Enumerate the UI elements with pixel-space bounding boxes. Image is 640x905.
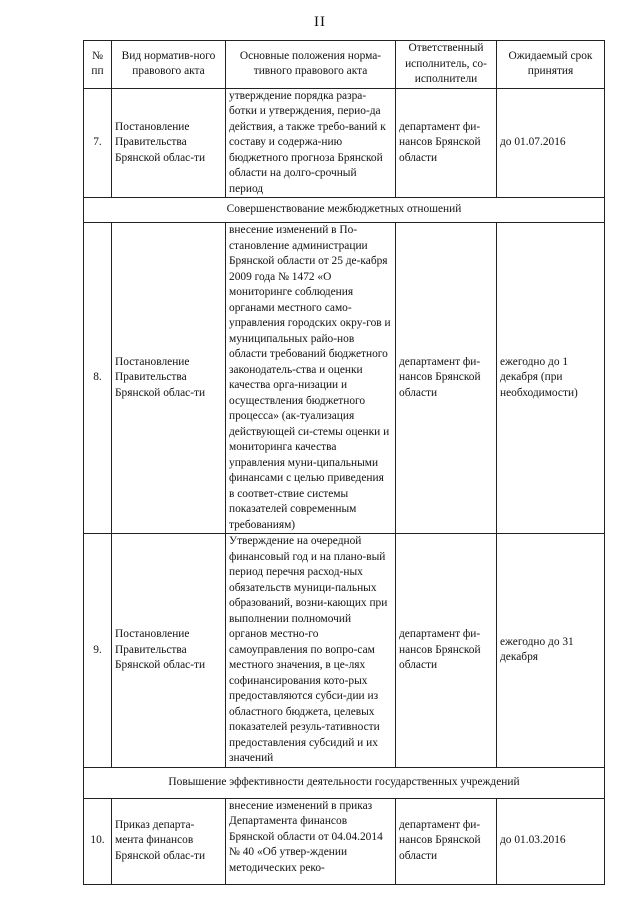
row-executor: департамент фи-нансов Брянской области [396, 88, 497, 198]
row-provisions: утверждение порядка разра-ботки и утверждения, перио-да действия, а также требо-ваний к составу и содержа-нию бюджетного прогноза Брянской области на долго-срочный период [226, 88, 396, 198]
row-deadline: ежегодно до 1 декабря (при необходимости) [497, 223, 605, 534]
table-row [84, 88, 605, 198]
table-row [84, 798, 605, 884]
table-row [84, 223, 605, 534]
table-header-row [84, 41, 605, 89]
row-act-type: Постановление Правительства Брянской облас-ти [112, 534, 226, 768]
row-act-type: Постановление Правительства Брянской облас-ти [112, 223, 226, 534]
section-title: Совершенствование межбюджетных отношений [84, 198, 605, 223]
row-num: 7. [84, 88, 112, 198]
header-act-type: Вид норматив-ного правового акта [112, 41, 226, 89]
section-row [84, 767, 605, 798]
plan-table [83, 40, 605, 885]
section-title: Повышение эффективности деятельности государственных учреждений [84, 767, 605, 798]
row-provisions: внесение изменений в По-становление администрации Брянской области от 25 де-кабря 2009 года № 1472 «О мониторинге соблюдения органами местного само-управления городских окру-гов и муниципальных райо-нов области требований бюджетного законодатель-ства и оценки качества орга-низации и осуществления бюджетного процесса» (ак-туализация действующей си-стемы оценки и мониторинга качества управления муни-ципальными финансами с целью приведения в соответ-ствие системы показателей современным требованиям) [226, 223, 396, 534]
page-number: II [314, 14, 326, 30]
header-executor: Ответственный исполнитель, со-исполнители [396, 41, 497, 89]
row-num: 9. [84, 534, 112, 768]
row-deadline: ежегодно до 31 декабря [497, 534, 605, 768]
header-provisions: Основные положения норма-тивного правового акта [226, 41, 396, 89]
section-row [84, 198, 605, 223]
row-num: 8. [84, 223, 112, 534]
header-deadline: Ожидаемый срок принятия [497, 41, 605, 89]
row-executor: департамент фи-нансов Брянской области [396, 223, 497, 534]
row-provisions: внесение изменений в приказ Департамента финансов Брянской области от 04.04.2014 № 40 «Об утвер-ждении методических реко- [226, 798, 396, 884]
header-num: № пп [84, 41, 112, 89]
row-deadline: до 01.07.2016 [497, 88, 605, 198]
row-executor: департамент фи-нансов Брянской области [396, 798, 497, 884]
table-row [84, 534, 605, 768]
row-num: 10. [84, 798, 112, 884]
row-provisions: Утверждение на очередной финансовый год и на плано-вый период перечня расход-ных обязательств муници-пальных образований, возни-кающих при выполнении полномочий органов местно-го самоуправления по вопро-сам местного значения, в це-лях софинансирования кото-рых предоставляются субси-дии из областного бюджета, целевых показателей резуль-тативности предоставления субсидий и их значений [226, 534, 396, 768]
row-act-type: Постановление Правительства Брянской облас-ти [112, 88, 226, 198]
row-executor: департамент фи-нансов Брянской области [396, 534, 497, 768]
row-act-type: Приказ департа-мента финансов Брянской облас-ти [112, 798, 226, 884]
row-deadline: до 01.03.2016 [497, 798, 605, 884]
